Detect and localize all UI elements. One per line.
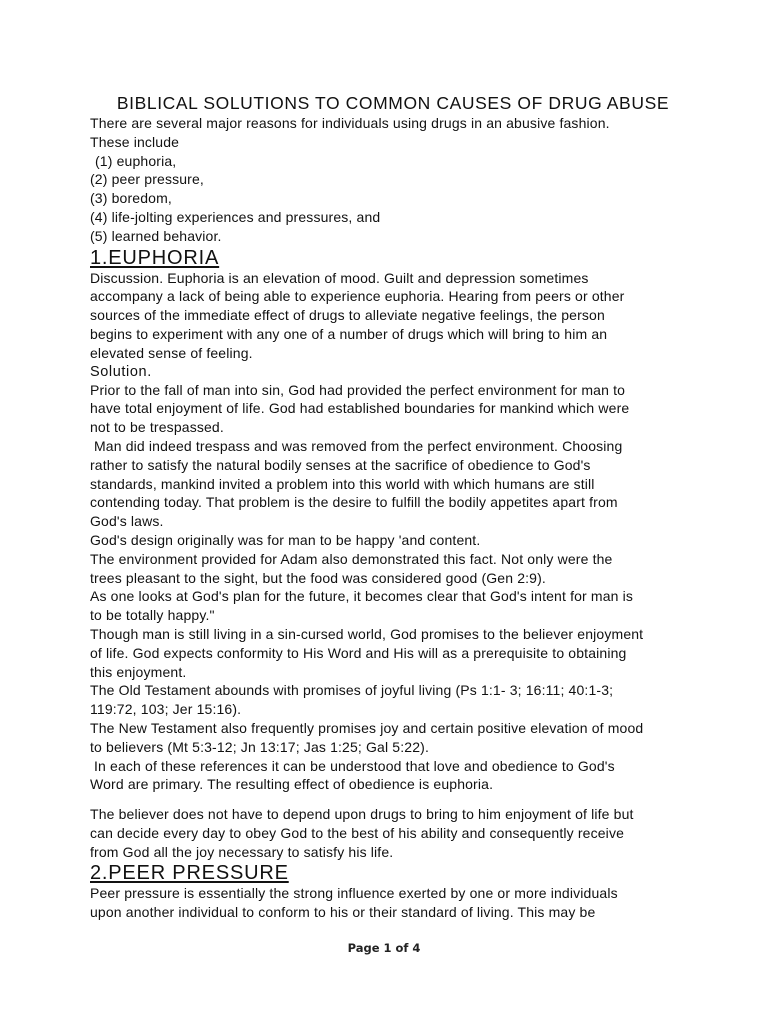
text-line: Though man is still living in a sin-cursed world, God promises to the believer enjoyment — [90, 625, 644, 642]
text-line: accompany a lack of being able to experience euphoria. Hearing from peers or other — [90, 288, 625, 305]
text-line: to be totally happy." — [90, 607, 215, 624]
intro-line: There are several major reasons for individuals using drugs in an abusive fashion. — [90, 115, 610, 131]
text-line: from God all the joy necessary to satisfy his life. — [90, 843, 394, 860]
text-line: not to be trespassed. — [90, 419, 224, 436]
text-line: As one looks at God's plan for the future, it becomes clear that God's intent for man is — [90, 588, 634, 605]
text-line: 119:72, 103; Jer 15:16). — [90, 701, 242, 718]
text-line: The New Testament also frequently promises joy and certain positive elevation of mood — [90, 719, 644, 736]
text-line: trees pleasant to the sight, but the food was considered good (Gen 2:9). — [90, 569, 546, 586]
intro-line: These include — [90, 133, 180, 150]
text-line: sources of the immediate effect of drugs to alleviate negative feelings, the person — [90, 307, 605, 324]
page-number: Page 1 of 4 — [347, 941, 421, 955]
text-line: of life. God expects conformity to His Word and His will as a prerequisite to obtaining — [90, 644, 627, 661]
document-title: BIBLICAL SOLUTIONS TO COMMON CAUSES OF DRUG ABUSE — [116, 93, 670, 113]
text-line: to believers (Mt 5:3-12; Jn 13:17; Jas 1:25; Gal 5:22). — [90, 738, 429, 755]
text-line: Prior to the fall of man into sin, God had provided the perfect environment for man to — [90, 381, 626, 398]
text-line: In each of these references it can be understood that love and obedience to God's — [94, 757, 615, 774]
paragraph-spacer — [90, 794, 690, 805]
text-line: The believer does not have to depend upon drugs to bring to him enjoyment of life but — [90, 806, 634, 823]
text-line: God's design originally was for man to be happy 'and content. — [90, 531, 481, 548]
text-line: rather to satisfy the natural bodily senses at the sacrifice of obedience to God's — [90, 456, 591, 473]
text-line: Word are primary. The resulting effect of obedience is euphoria. — [90, 776, 494, 793]
text-line: contending today. That problem is the desire to fulfill the bodily appetites apart from — [90, 494, 618, 511]
discussion-paragraph — [90, 269, 690, 363]
text-line: Discussion. Euphoria is an elevation of mood. Guilt and depression sometimes — [90, 269, 589, 286]
list-item-euphoria: (1) euphoria, — [95, 152, 177, 169]
conclusion-paragraph — [90, 805, 690, 861]
text-line: begins to experiment with any one of a number of drugs which will bring to him an — [90, 325, 608, 342]
list-item-peer-pressure: (2) peer pressure, — [90, 171, 204, 188]
text-line: elevated sense of feeling. — [90, 344, 253, 361]
list-item-boredom: (3) boredom, — [90, 190, 172, 207]
list-item-life-jolting: (4) life-jolting experiences and pressures, and — [90, 208, 381, 225]
list-item-learned-behavior: (5) learned behavior. — [90, 227, 222, 244]
text-line: Man did indeed trespass and was removed from the perfect environment. Choosing — [94, 437, 623, 454]
text-line: Peer pressure is essentially the strong influence exerted by one or more individuals — [90, 885, 618, 902]
peer-pressure-paragraph — [90, 884, 690, 922]
text-line: can decide every day to obey God to the best of his ability and consequently receive — [90, 824, 625, 841]
solution-paragraphs — [90, 381, 690, 795]
solution-label: Solution. — [90, 363, 152, 380]
page-content — [90, 92, 690, 922]
section-heading-euphoria: 1.EUPHORIA — [90, 246, 220, 269]
text-line: standards, mankind invited a problem into this world with which humans are still — [90, 475, 595, 492]
text-line: The environment provided for Adam also demonstrated this fact. Not only were the — [90, 550, 613, 567]
intro-block — [90, 114, 690, 246]
text-line: God's laws. — [90, 513, 164, 530]
text-line: upon another individual to conform to his or their standard of living. This may be — [90, 904, 596, 921]
section-heading-peer-pressure: 2.PEER PRESSURE — [90, 862, 289, 885]
text-line: this enjoyment. — [90, 663, 187, 680]
text-line: have total enjoyment of life. God had established boundaries for mankind which were — [90, 400, 630, 417]
text-line: The Old Testament abounds with promises of joyful living (Ps 1:1- 3; 16:11; 40:1-3; — [90, 682, 614, 699]
